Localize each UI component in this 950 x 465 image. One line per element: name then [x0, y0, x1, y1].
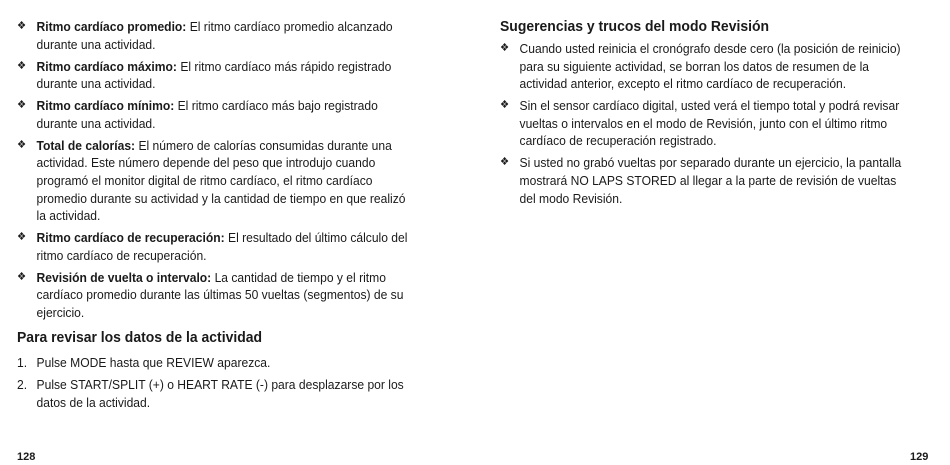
bullet-text: El resultado del último cálculo del ritmo cardíaco de recuperación. [36, 230, 408, 263]
bullet-term: Revisión de vuelta o intervalo: [36, 269, 212, 285]
page-number-left: 128 [17, 451, 36, 463]
diamond-bullet-icon: ❖ [17, 59, 27, 72]
diamond-bullet-icon: ❖ [17, 20, 27, 32]
tip-reset-chronograph [500, 40, 902, 93]
tips-bullet-list [500, 40, 932, 207]
diamond-bullet-icon: ❖ [500, 42, 510, 54]
section-heading-review-tips: Sugerencias y trucos del modo Revisión [500, 18, 770, 35]
step-number: 1. [17, 355, 28, 371]
bullet-max-heart-rate [17, 58, 408, 93]
bullet-total-calories [17, 137, 408, 225]
step-number: 2. [17, 377, 28, 393]
bullet-term: Ritmo cardíaco promedio: [36, 19, 187, 34]
bullet-term: Ritmo cardíaco de recuperación: [36, 230, 225, 246]
bullet-term: Ritmo cardíaco máximo: [36, 58, 177, 74]
diamond-bullet-icon: ❖ [17, 99, 27, 112]
bullet-term: Total de calorías: [36, 137, 136, 153]
bullet-text: El ritmo cardíaco promedio alcanzado durante una actividad. [36, 19, 393, 52]
metrics-bullet-list [17, 18, 437, 321]
left-page [17, 18, 437, 416]
tip-no-sensor [500, 97, 902, 150]
tip-text: Sin el sensor cardíaco digital, usted verá el tiempo total y podrá revisar vueltas o intervalos en el modo de Revisión, junto con el último ritmo cardíaco de recuperación registrado. [519, 98, 900, 149]
diamond-bullet-icon: ❖ [500, 99, 510, 112]
bullet-text: El número de calorías consumidas durante una actividad. Este número depende del peso que introdujo cuando programó el monitor digital de ritmo cardíaco, el ritmo cardíaco promedio durante su actividad y la cantidad de tiempo en que realizó la actividad. [36, 137, 406, 224]
diamond-bullet-icon: ❖ [17, 138, 27, 151]
bullet-text: El ritmo cardíaco más bajo registrado durante una actividad. [36, 98, 378, 131]
diamond-bullet-icon: ❖ [500, 156, 510, 169]
review-steps-list [17, 354, 437, 411]
step-item [17, 354, 408, 372]
step-item [17, 376, 408, 411]
right-page [500, 18, 932, 212]
bullet-text: El ritmo cardíaco más rápido registrado durante una actividad. [36, 58, 392, 92]
bullet-average-heart-rate [17, 18, 408, 53]
step-text: Pulse START/SPLIT (+) o HEART RATE (-) para desplazarse por los datos de la actividad. [36, 377, 404, 411]
diamond-bullet-icon: ❖ [17, 270, 27, 283]
tip-text: Cuando usted reinicia el cronógrafo desde cero (la posición de reinicio) para su siguiente actividad, se borran los datos de resumen de la actividad anterior, excepto el ritmo cardíaco de recuperación. [519, 41, 901, 92]
tip-text: Si usted no grabó vueltas por separado durante un ejercicio, la pantalla mostrará NO LAPS STORED al llegar a la parte de revisión de vueltas del modo Revisión. [519, 155, 902, 206]
bullet-recovery-heart-rate [17, 229, 408, 264]
bullet-term: Ritmo cardíaco mínimo: [36, 98, 175, 114]
bullet-min-heart-rate [17, 97, 408, 132]
page-number-right: 129 [910, 451, 929, 463]
bullet-text: La cantidad de tiempo y el ritmo cardíaco promedio durante las últimas 50 vueltas (segmentos) de su ejercicio. [36, 269, 404, 320]
step-text: Pulse MODE hasta que REVIEW aparezca. [36, 355, 271, 371]
section-heading-review-activity: Para revisar los datos de la actividad [17, 329, 263, 347]
diamond-bullet-icon: ❖ [17, 231, 27, 244]
bullet-lap-interval-review [17, 269, 408, 322]
tip-no-laps-stored [500, 154, 902, 207]
